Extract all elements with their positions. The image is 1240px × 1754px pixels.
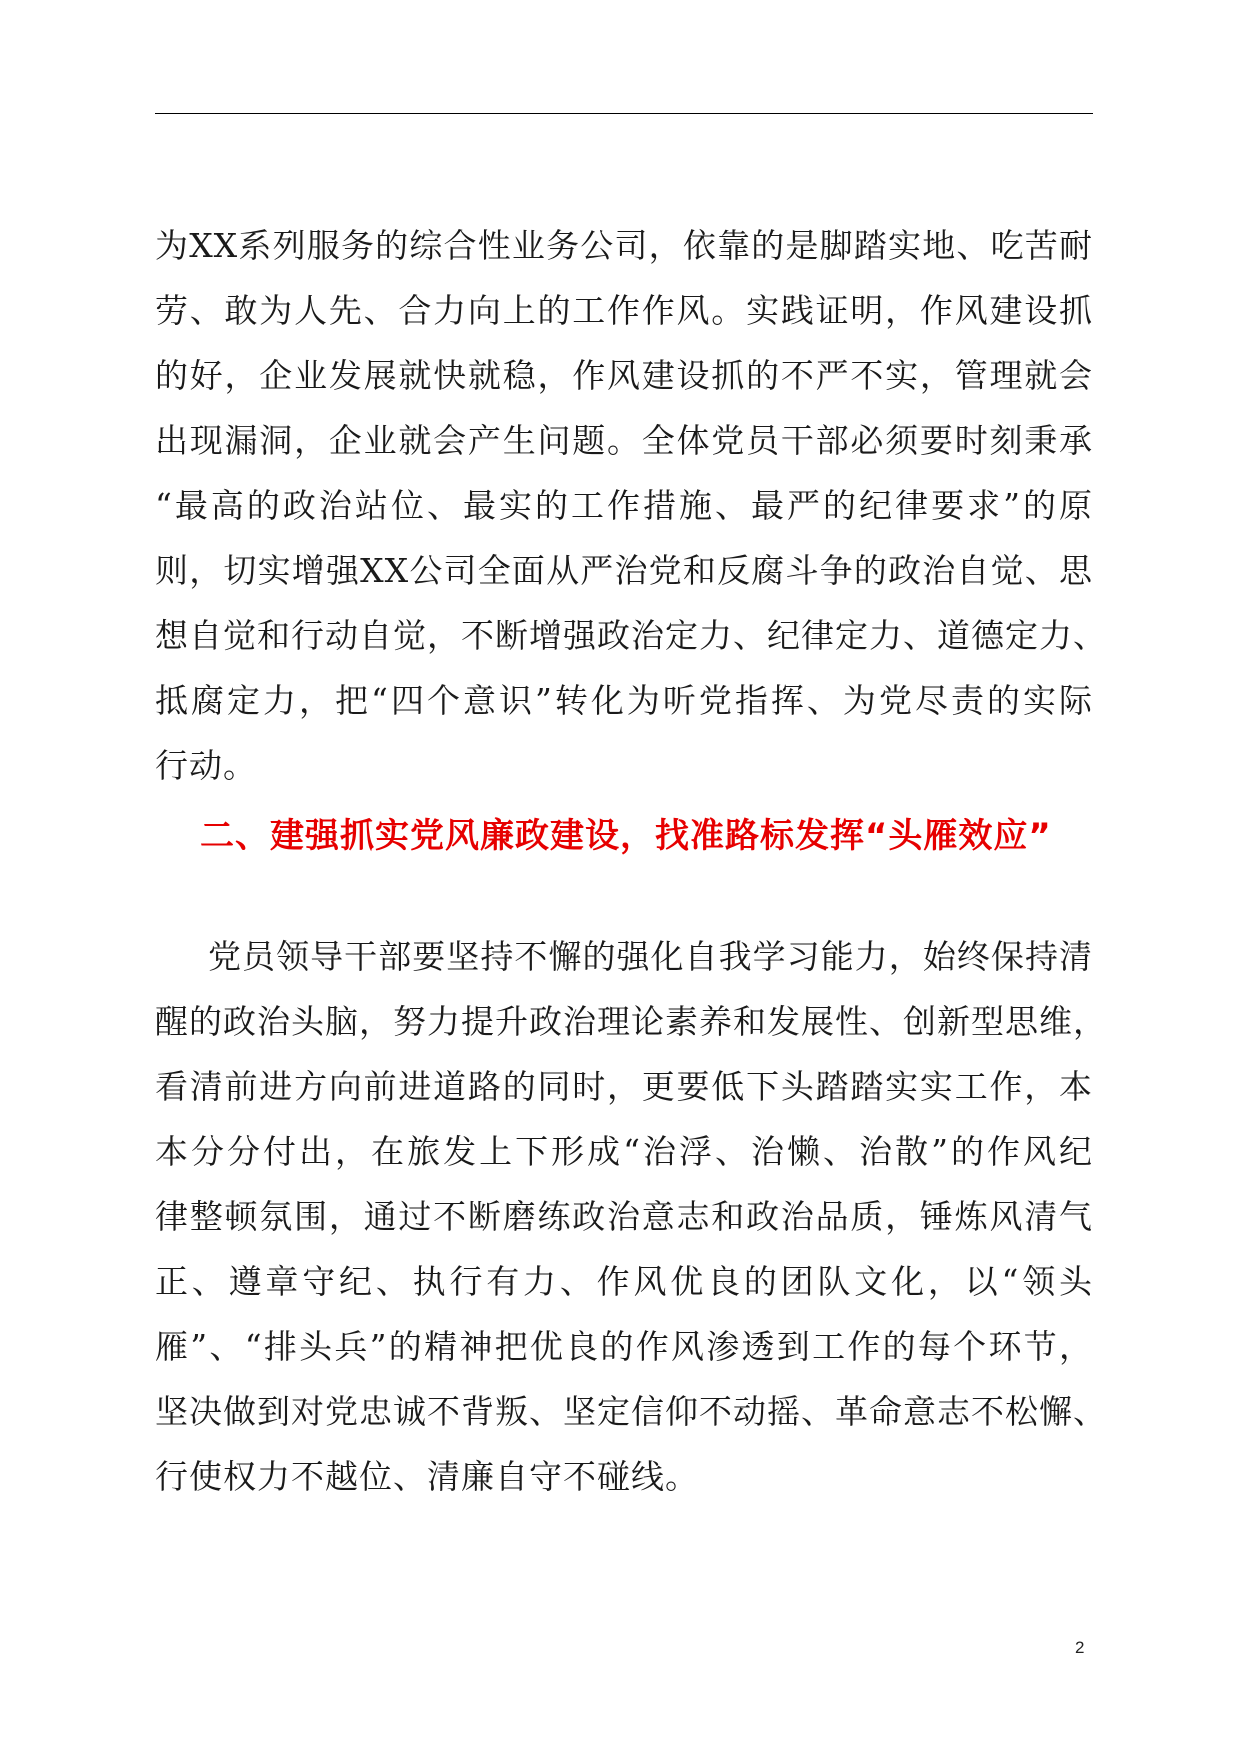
header-rule — [155, 113, 1093, 114]
paragraph-line: 为XX系列服务的综合性业务公司，依靠的是脚踏实地、吃苦耐 — [155, 226, 1093, 265]
paragraph-line: 雁”、“排头兵”的精神把优良的作风渗透到工作的每个环节， — [155, 1327, 1093, 1366]
paragraph-line: 则，切实增强XX公司全面从严治党和反腐斗争的政治自觉、思 — [155, 551, 1093, 590]
paragraph-line: 律整顿氛围，通过不断磨练政治意志和政治品质，锤炼风清气 — [155, 1197, 1093, 1236]
paragraph-line: 行使权力不越位、清廉自守不碰线。 — [155, 1457, 699, 1496]
paragraph-line: “最高的政治站位、最实的工作措施、最严的纪律要求”的原 — [155, 486, 1093, 525]
section-heading: 二、建强抓实党风廉政建设，找准路标发挥“头雁效应” — [200, 816, 1052, 856]
paragraph-line: 抵腐定力，把“四个意识”转化为听党指挥、为党尽责的实际 — [155, 681, 1093, 720]
paragraph-line: 本分分付出，在旅发上下形成“治浮、治懒、治散”的作风纪 — [155, 1132, 1093, 1171]
paragraph-line: 的好，企业发展就快就稳，作风建设抓的不严不实，管理就会 — [155, 356, 1093, 395]
paragraph-line: 看清前进方向前进道路的同时，更要低下头踏踏实实工作，本 — [155, 1067, 1093, 1106]
paragraph-line: 行动。 — [155, 746, 257, 785]
paragraph-line: 出现漏洞，企业就会产生问题。全体党员干部必须要时刻秉承 — [155, 421, 1093, 460]
paragraph-line: 想自觉和行动自觉，不断增强政治定力、纪律定力、道德定力、 — [155, 616, 1107, 655]
paragraph-line: 劳、敢为人先、合力向上的工作作风。实践证明，作风建设抓 — [155, 291, 1093, 330]
paragraph-line: 醒的政治头脑，努力提升政治理论素养和发展性、创新型思维， — [155, 1002, 1107, 1041]
paragraph-line: 党员领导干部要坚持不懈的强化自我学习能力，始终保持清 — [208, 937, 1093, 976]
paragraph-line: 正、遵章守纪、执行有力、作风优良的团队文化，以“领头 — [155, 1262, 1093, 1301]
page-number: 2 — [1075, 1638, 1085, 1657]
paragraph-line: 坚决做到对党忠诚不背叛、坚定信仰不动摇、革命意志不松懈、 — [155, 1392, 1107, 1431]
